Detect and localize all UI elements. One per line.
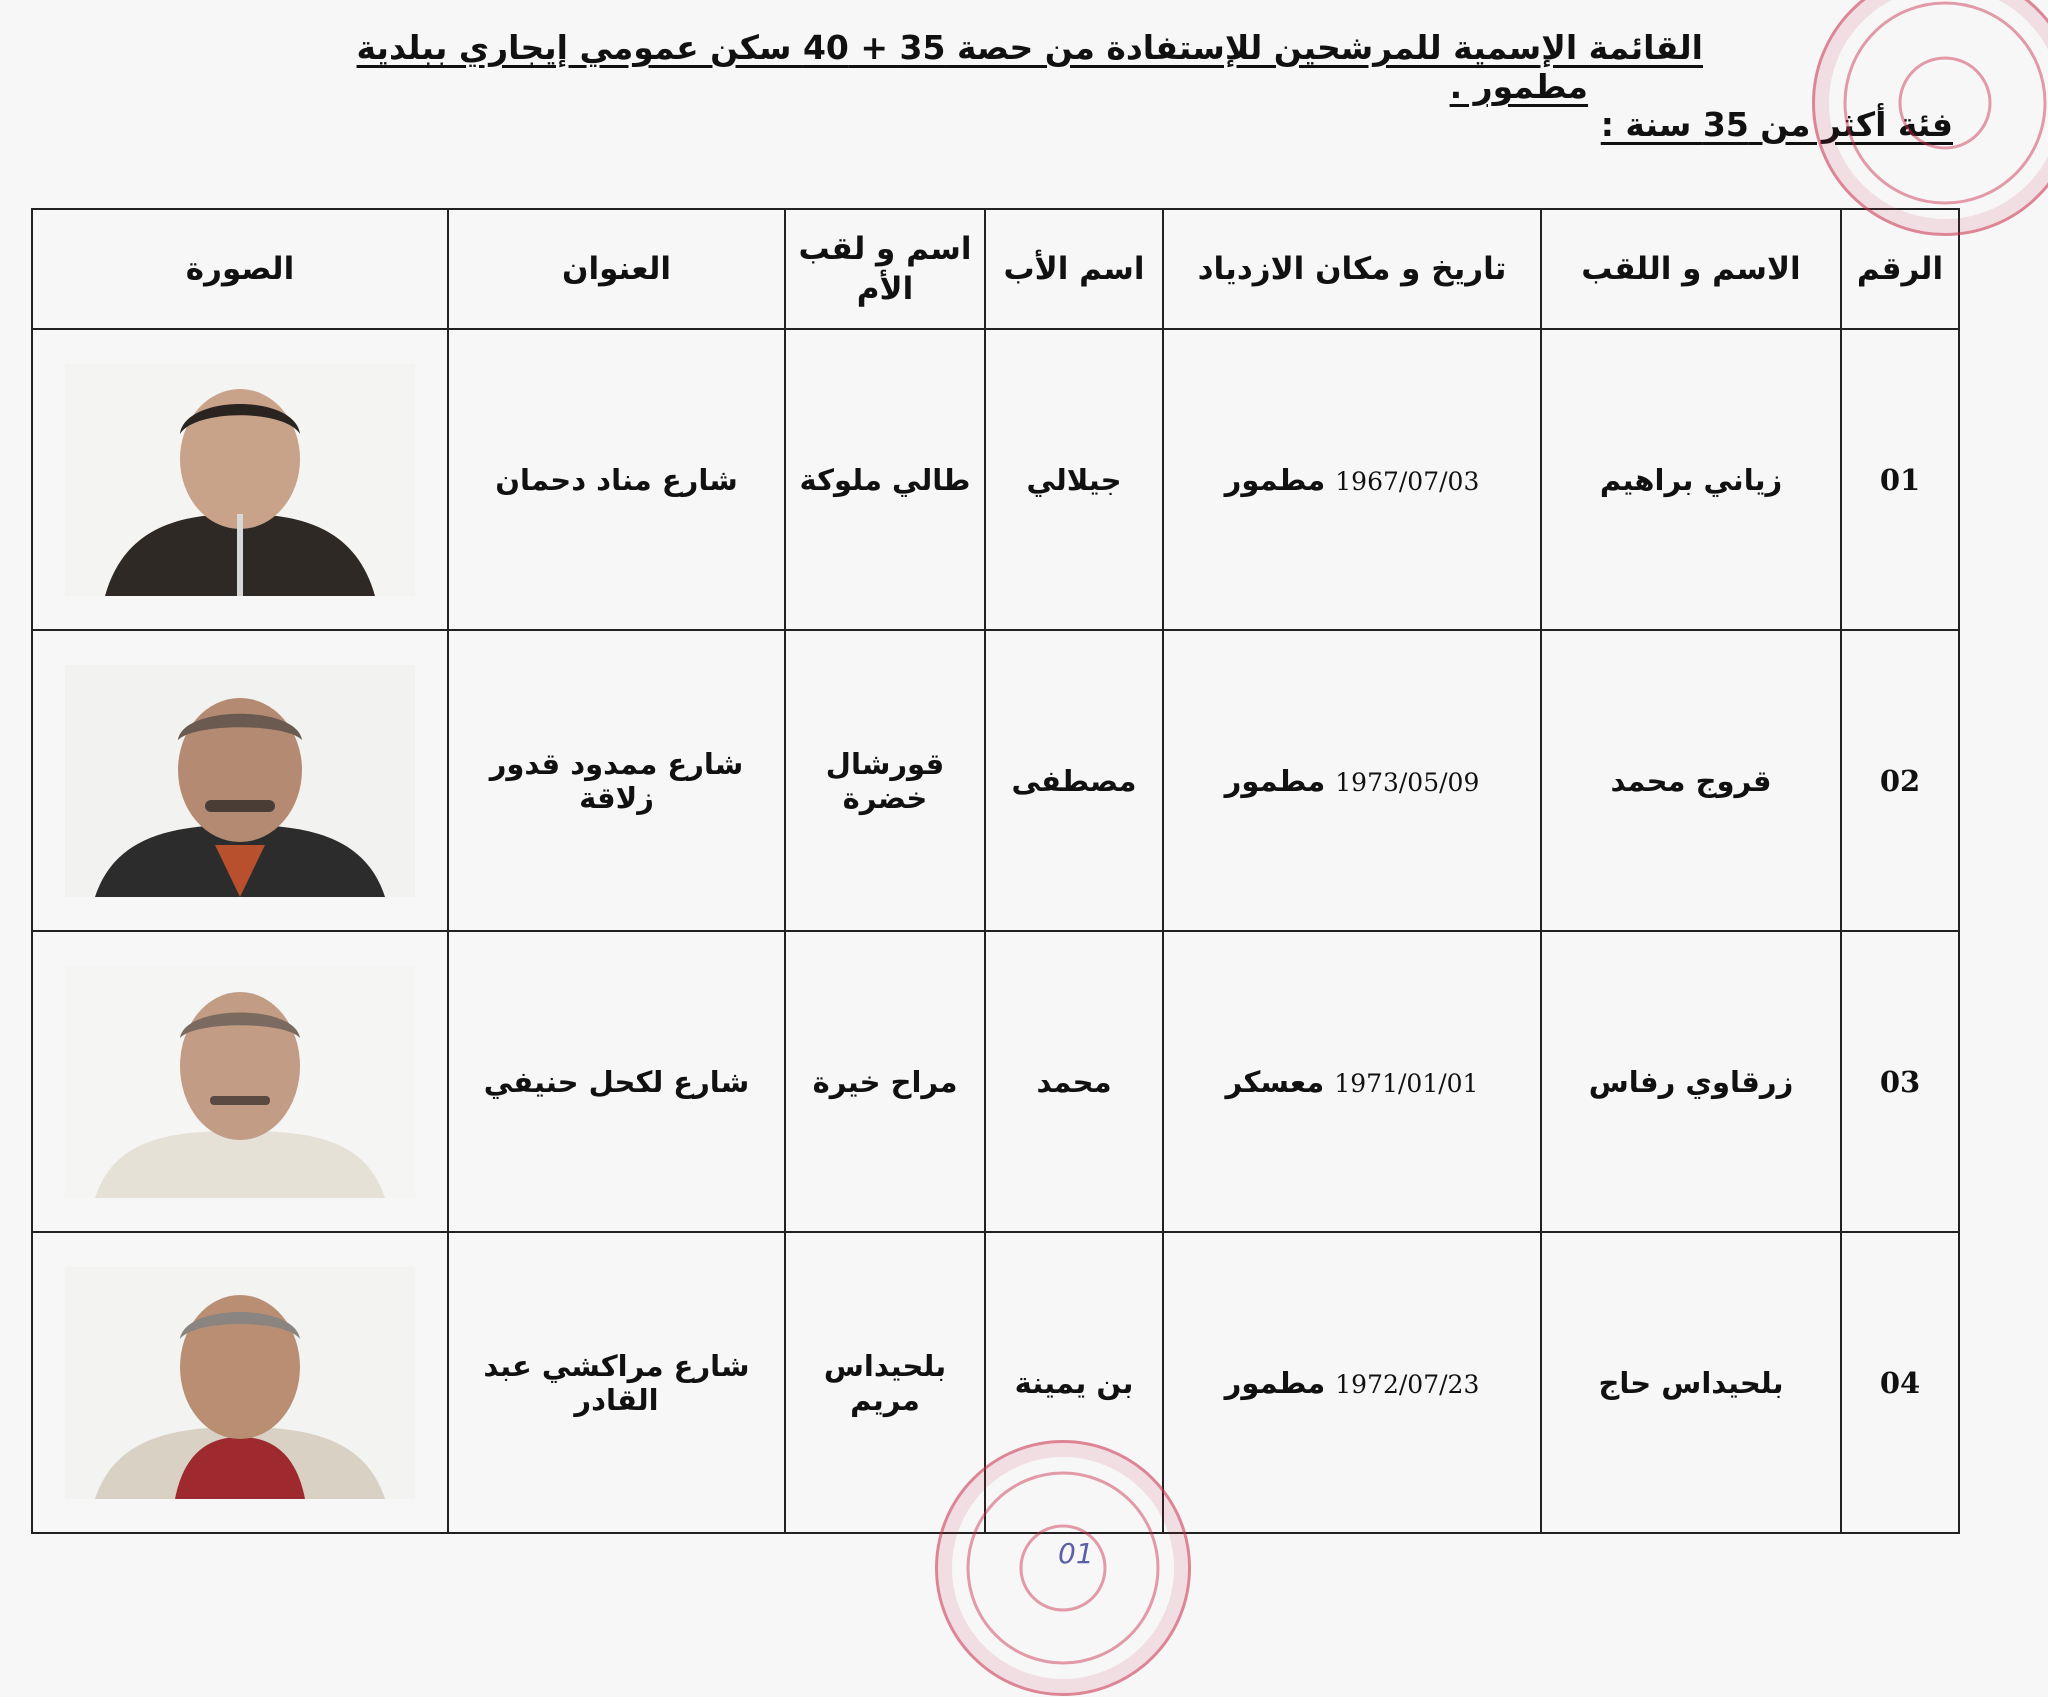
header-father: اسم الأب [985,209,1163,329]
birth-place: مطمور [1224,763,1326,798]
birth-date: 1967/07/03 [1335,466,1480,496]
cell-number: 04 [1841,1232,1959,1533]
cell-address: شارع ممدود قدور زلاقة [448,630,785,931]
cell-mother: طالي ملوكة [785,329,985,630]
portrait-icon [65,1267,415,1499]
category-heading: فئة أكثر من 35 سنة : [1600,105,1953,144]
portrait-photo [65,364,415,596]
birth-date: 1972/07/23 [1335,1369,1480,1399]
cell-birth [1163,931,1541,1232]
cell-address: شارع لكحل حنيفي [448,931,785,1232]
cell-number: 02 [1841,630,1959,931]
cell-photo [32,630,448,931]
cell-mother: قورشال خضرة [785,630,985,931]
portrait-icon [65,665,415,897]
header-number: الرقم [1841,209,1959,329]
title-line-1: القائمة الإسمية للمرشحين للإستفادة من حصة 35 + 40 سكن عمومي إيجاري ببلدية [356,28,1703,67]
cell-address: شارع مناد دحمان [448,329,785,630]
cell-name: بلحيداس حاج [1541,1232,1841,1533]
candidates-table [31,208,1960,1534]
cell-photo [32,931,448,1232]
cell-birth [1163,1232,1541,1533]
official-stamp [1812,0,2048,236]
cell-name: قروج محمد [1541,630,1841,931]
header-mother: اسم و لقب الأم [785,209,985,329]
portrait-icon [65,364,415,596]
portrait-icon [65,966,415,1198]
table-row [32,630,1959,931]
birth-date: 1971/01/01 [1334,1068,1479,1098]
cell-photo [32,329,448,630]
birth-place: معسكر [1225,1064,1325,1099]
portrait-photo [65,665,415,897]
table-header-row [32,209,1959,329]
cell-number: 03 [1841,931,1959,1232]
cell-mother: مراح خيرة [785,931,985,1232]
cell-birth [1163,329,1541,630]
cell-name: زياني براهيم [1541,329,1841,630]
birth-date: 1973/05/09 [1335,767,1480,797]
title-line-2: مطمور . [1449,67,1588,106]
cell-mother: بلحيداس مريم [785,1232,985,1533]
cell-birth [1163,630,1541,931]
table-row [32,329,1959,630]
cell-address: شارع مراكشي عبد القادر [448,1232,785,1533]
table-row [32,931,1959,1232]
portrait-photo [65,1267,415,1499]
header-birth: تاريخ و مكان الازدياد [1163,209,1541,329]
cell-father: مصطفى [985,630,1163,931]
cell-father: جيلالي [985,329,1163,630]
birth-place: مطمور [1224,1365,1326,1400]
seal-icon [1815,0,2048,233]
cell-father: بن يمينة [985,1232,1163,1533]
document-title [203,28,1703,106]
page-number: 01 [1058,1537,1094,1570]
cell-photo [32,1232,448,1533]
cell-father: محمد [985,931,1163,1232]
header-name: الاسم و اللقب [1541,209,1841,329]
portrait-photo [65,966,415,1198]
birth-place: مطمور [1224,462,1326,497]
header-photo: الصورة [32,209,448,329]
cell-number: 01 [1841,329,1959,630]
header-address: العنوان [448,209,785,329]
cell-name: زرقاوي رفاس [1541,931,1841,1232]
